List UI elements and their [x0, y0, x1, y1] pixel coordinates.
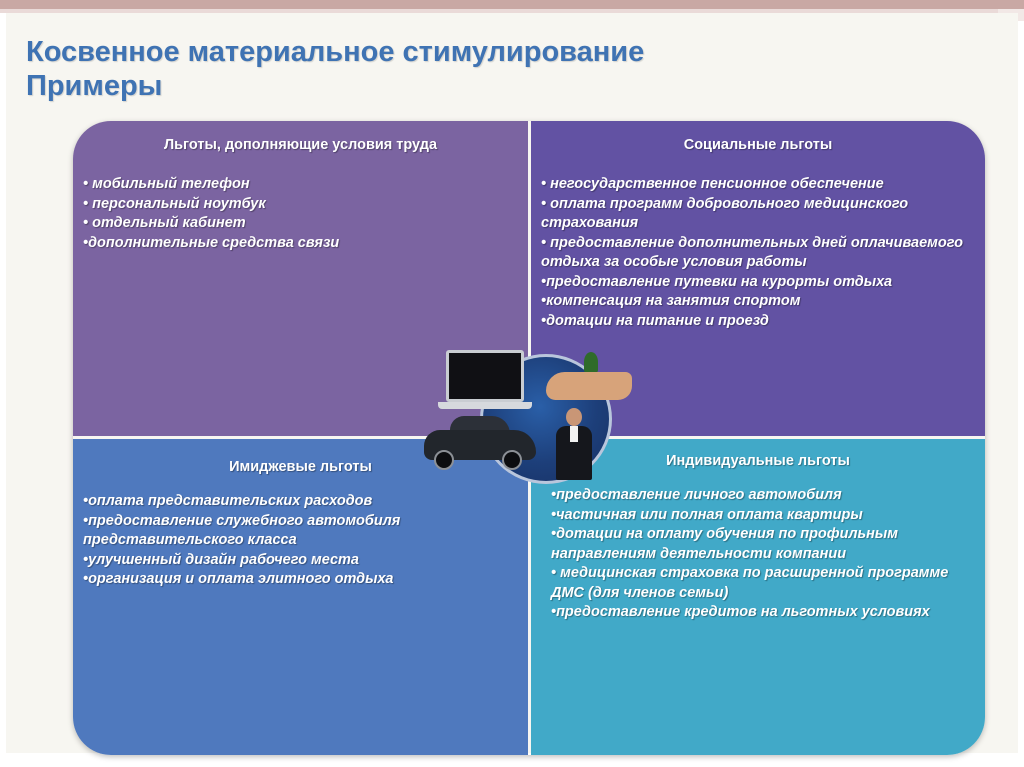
quadrant-heading: Индивидуальные льготы	[666, 453, 850, 469]
laptop-icon	[446, 350, 524, 402]
quadrant-heading: Социальные льготы	[683, 137, 833, 153]
list-item: •дополнительные средства связи	[83, 234, 340, 251]
list-item: •компенсация на занятия спортом	[541, 293, 801, 309]
slide-title-line2: Примеры	[26, 70, 163, 102]
quadrant-list	[551, 486, 971, 623]
quadrant-heading: Льготы, дополняющие условия труда	[163, 137, 438, 153]
quadrant-list	[83, 175, 513, 253]
laptop-base	[438, 402, 532, 409]
businessman-icon	[554, 408, 594, 480]
top-border-strip	[0, 0, 1024, 9]
list-item: • оплата программ добровольного медицинского страхования	[541, 195, 909, 231]
list-item: •предоставление служебного автомобиля представительского класса	[83, 512, 401, 548]
list-item: •дотации на оплату обучения по профильным направлениям деятельности компании	[551, 526, 898, 562]
list-item: •предоставление кредитов на льготных условиях	[551, 604, 930, 620]
wheel-icon	[502, 450, 522, 470]
list-item: •организация и оплата элитного отдыха	[83, 571, 394, 587]
plant-icon	[584, 352, 598, 372]
quadrant-list	[541, 175, 971, 331]
quadrant-list	[83, 492, 513, 590]
list-item: • персональный ноутбук	[83, 195, 266, 212]
list-item: • негосударственное пенсионное обеспечение	[541, 176, 884, 192]
list-item: •дотации на питание и проезд	[541, 312, 769, 329]
list-item: •предоставление путевки на курорты отдыха	[541, 273, 893, 290]
list-item: • отдельный кабинет	[83, 215, 246, 231]
car-icon	[420, 410, 538, 474]
hand-icon	[546, 372, 632, 400]
wheel-icon	[434, 450, 454, 470]
list-item: •частичная или полная оплата квартиры	[551, 506, 863, 523]
list-item: •улучшенный дизайн рабочего места	[83, 551, 359, 568]
list-item: •оплата представительских расходов	[83, 493, 373, 509]
quadrant-heading: Имиджевые льготы	[229, 459, 372, 475]
person-head	[566, 408, 582, 426]
list-item: •предоставление личного автомобиля	[551, 487, 842, 503]
person-shirt	[570, 426, 578, 442]
slide-title	[26, 35, 644, 103]
center-illustration	[420, 348, 650, 488]
slide-title-line1: Косвенное материальное стимулирование	[26, 36, 645, 68]
list-item: • мобильный телефон	[83, 176, 250, 192]
slide	[6, 13, 1018, 753]
list-item: • медицинская страховка по расширенной программе ДМС (для членов семьи)	[551, 565, 949, 601]
list-item: • предоставление дополнительных дней оплачиваемого отдыха за особые условия работы	[541, 234, 963, 270]
